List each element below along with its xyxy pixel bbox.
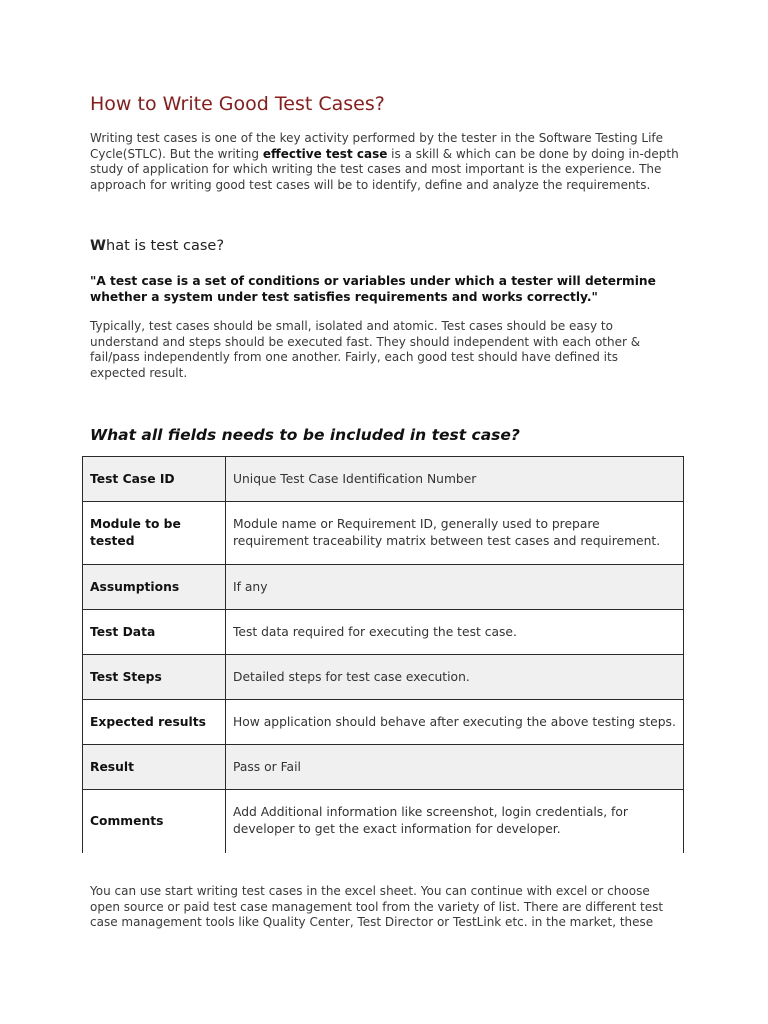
intro-text-1: Writing test cases is one of the key activity performed by the tester in the Software Testing Life Cycle(STLC). But the writing <box>90 131 664 161</box>
section-heading-what-is-test-case <box>90 238 224 254</box>
table-row <box>83 565 684 610</box>
field-description: Add Additional information like screenshot, login credentials, for developer to get the exact information for developer. <box>226 790 684 853</box>
intro-emphasis: effective test case <box>262 146 388 161</box>
article-title: How to Write Good Test Cases? <box>90 93 385 115</box>
test-case-description: Typically, test cases should be small, isolated and atomic. Test cases should be easy to understand and steps should be executed fast. They should independent with each other & fail/pass independently from one another. Fairly, each good test should have defined its expected result. <box>90 319 641 380</box>
field-description: If any <box>226 565 684 610</box>
field-description: Pass or Fail <box>226 745 684 790</box>
field-name: Test Steps <box>83 655 226 700</box>
field-name: Assumptions <box>83 565 226 610</box>
field-description: Test data required for executing the test case. <box>226 610 684 655</box>
field-name: Test Case ID <box>83 457 226 502</box>
field-description: Detailed steps for test case execution. <box>226 655 684 700</box>
intro-paragraph <box>90 131 690 193</box>
field-description: How application should behave after executing the above testing steps. <box>226 700 684 745</box>
test-case-fields-table <box>82 456 684 853</box>
table-row <box>83 610 684 655</box>
table-row <box>83 457 684 502</box>
field-name: Comments <box>83 790 226 853</box>
table-row <box>83 655 684 700</box>
intro-text-2: is a skill & which can be done by doing in-depth study of application for which writing the test cases and most important is the experience. The approach for writing good test cases will be to identify, define and analyze the requirements. <box>90 146 679 192</box>
table-row <box>83 700 684 745</box>
heading-rest: hat is test case? <box>106 238 225 254</box>
closing-paragraph: You can use start writing test cases in the excel sheet. You can continue with excel or choose open source or paid test case management tool from the variety of list. There are different test case management tools like Quality Center, Test Director or TestLink etc. in the market, these <box>90 884 664 930</box>
field-name: Test Data <box>83 610 226 655</box>
field-name: Expected results <box>83 700 226 745</box>
table-row <box>83 745 684 790</box>
field-name: Result <box>83 745 226 790</box>
definition-quote: "A test case is a set of conditions or variables under which a tester will determine whether a system under test satisfies requirements and works correctly." <box>90 274 656 304</box>
table-row <box>83 790 684 853</box>
field-name: Module to be tested <box>83 502 226 565</box>
table-row <box>83 502 684 565</box>
field-description: Unique Test Case Identification Number <box>226 457 684 502</box>
field-description: Module name or Requirement ID, generally used to prepare requirement traceability matrix between test cases and requirement. <box>226 502 684 565</box>
heading-initial: W <box>90 238 106 254</box>
section-heading-fields: What all fields needs to be included in test case? <box>90 426 520 444</box>
